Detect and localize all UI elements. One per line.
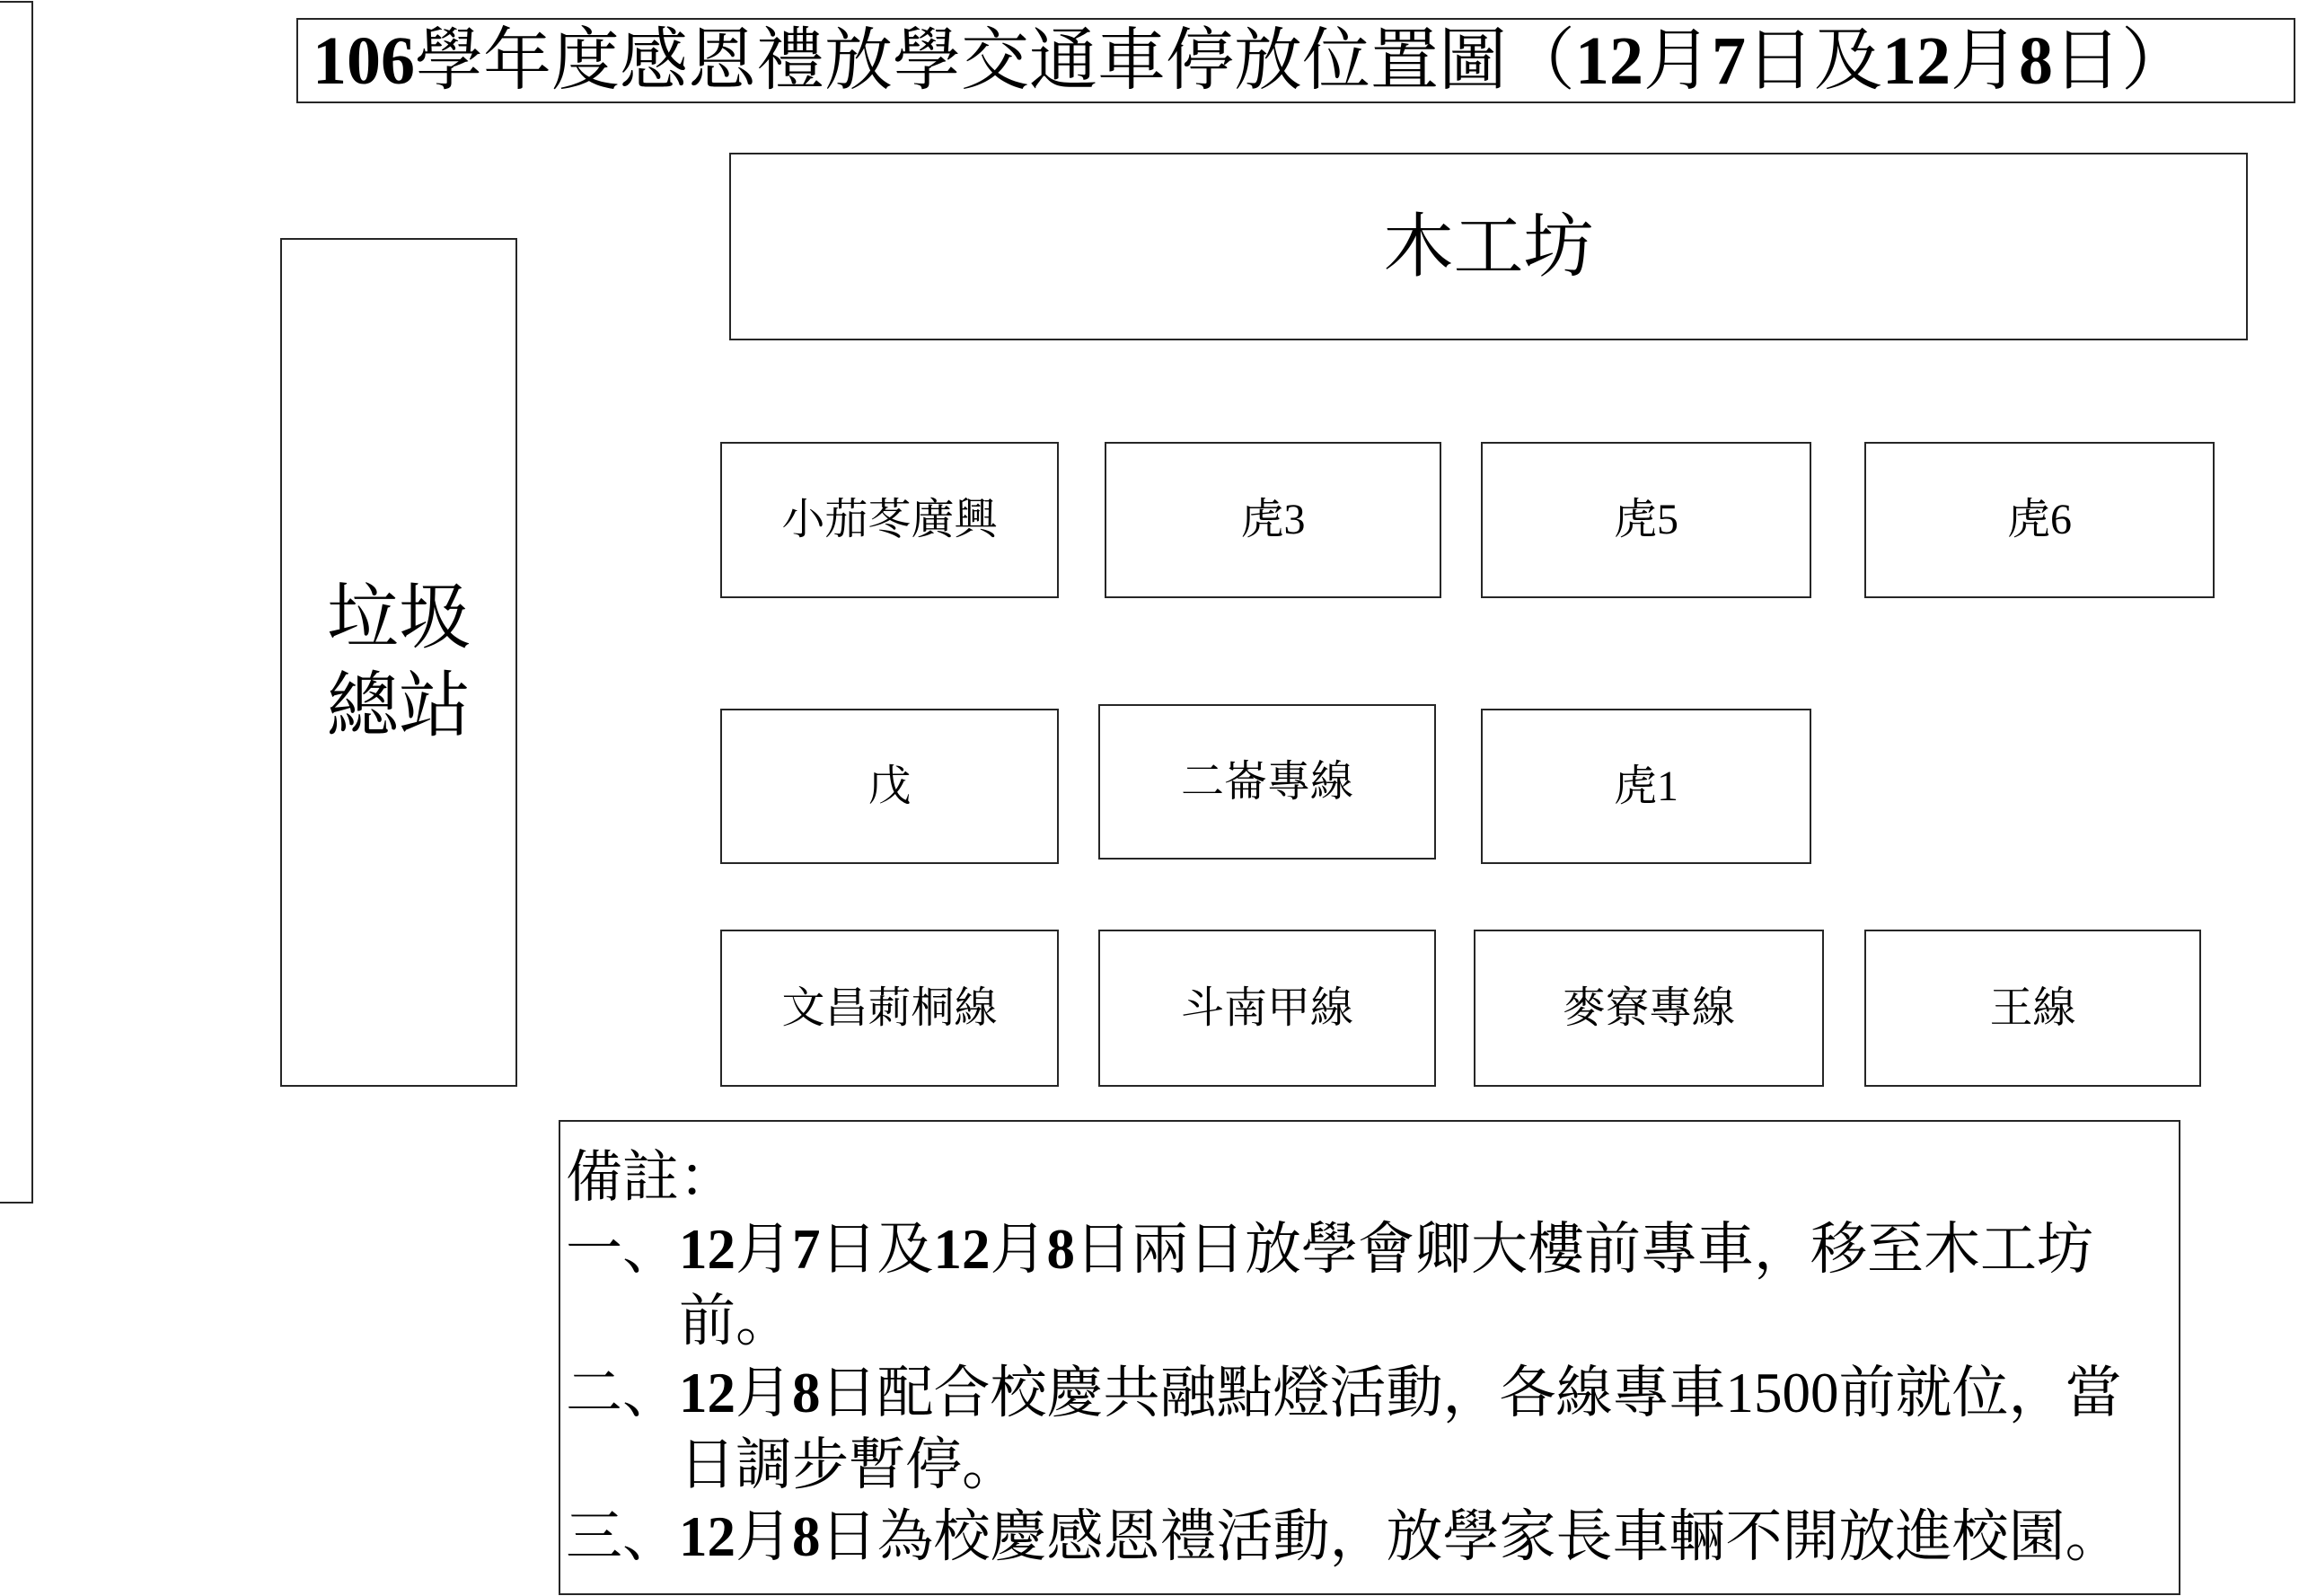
bus-line-label: 虎3 — [1240, 496, 1306, 543]
bus-parking-slot — [1474, 930, 1824, 1087]
bus-line-label: 小茄苳廣興 — [781, 496, 998, 543]
numeral: 8 — [792, 1505, 821, 1568]
numeral: 12 — [679, 1505, 736, 1568]
workshop-label: 木工坊 — [1383, 207, 1594, 286]
page-title: 106學年度感恩禮放學交通車停放位置圖（12月7日及12月8日） — [313, 22, 2189, 99]
numeral: 106 — [313, 22, 415, 99]
note-line: 12月7日及12月8日兩日放學會卿大樓前專車，移至木工坊 — [679, 1218, 2093, 1281]
bus-line-label: 麥寮專線 — [1562, 983, 1735, 1032]
bus-line-label: 二崙專線 — [1180, 757, 1353, 806]
page-title-box — [296, 18, 2295, 103]
numeral: 7 — [792, 1218, 821, 1281]
note-line: 12月8日配合校慶共融點燈活動，各線專車1500前就位，當 — [679, 1362, 2122, 1424]
numeral: 12 — [1575, 22, 1643, 99]
numeral: 12 — [1882, 22, 1951, 99]
bus-parking-slot — [720, 709, 1059, 864]
numeral: 12 — [933, 1218, 991, 1281]
bus-parking-slot — [1481, 442, 1811, 598]
note-line: 前。 — [679, 1290, 792, 1353]
bus-line-label: 文昌莿桐線 — [781, 983, 998, 1032]
bus-parking-slot — [1098, 930, 1436, 1087]
garbage-station — [280, 238, 517, 1087]
bus-parking-slot — [1481, 709, 1811, 864]
bus-line-label: 虎5 — [1613, 496, 1678, 543]
note-item — [566, 1357, 2179, 1501]
notes-box — [559, 1120, 2180, 1595]
note-item — [566, 1213, 2179, 1357]
numeral: 12 — [679, 1362, 736, 1424]
bus-line-label: 虎1 — [1613, 762, 1678, 810]
bus-line-label: 斗南甲線 — [1180, 983, 1353, 1032]
bus-parking-slot — [720, 930, 1059, 1087]
note-marker: 三、 — [566, 1505, 679, 1568]
numeral: 12 — [679, 1218, 736, 1281]
page-frame-edge — [0, 1, 33, 1204]
bus-line-label: 虎6 — [2006, 496, 2072, 543]
workshop-building — [729, 153, 2248, 340]
notes-heading: 備註： — [566, 1146, 736, 1209]
bus-parking-slot — [1098, 704, 1436, 860]
bus-line-label: 王線 — [1989, 983, 2076, 1032]
note-line: 日調步暫停。 — [679, 1433, 1018, 1496]
numeral: 8 — [1046, 1218, 1075, 1281]
bus-parking-slot — [720, 442, 1059, 598]
numeral: 8 — [792, 1362, 821, 1424]
garbage-station-label-line: 垃圾 — [327, 578, 471, 658]
garbage-station-label-line: 總站 — [327, 666, 471, 746]
bus-parking-slot — [1105, 442, 1441, 598]
note-marker: 一、 — [566, 1218, 679, 1281]
bus-parking-slot — [1864, 442, 2215, 598]
note-marker: 二、 — [566, 1362, 679, 1424]
numeral: 7 — [1712, 22, 1746, 99]
bus-parking-slot — [1864, 930, 2201, 1087]
note-item — [566, 1501, 2179, 1573]
bus-line-label: 戊 — [868, 762, 912, 810]
numeral: 8 — [2019, 22, 2053, 99]
note-line: 12月8日為校慶感恩禮活動，放學家長車輛不開放進校園。 — [679, 1505, 2122, 1568]
